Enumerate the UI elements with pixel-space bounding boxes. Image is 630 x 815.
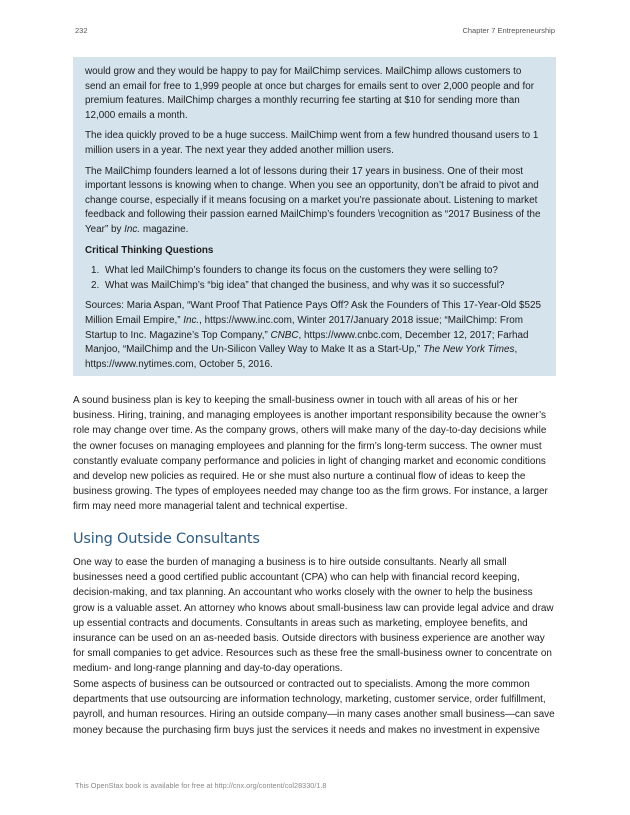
sources-citation: Sources: Maria Aspan, “Want Proof That Patience Pays Off? Ask the Founders of This 17-Year-Old $525 Million Email Empire,” Inc., https://www.inc.com, Winter 2017/January 2018 issue; “MailChimp: From Startup to Inc. Magazine’s Top Company,” CNBC, https://www.cnbc.com, December 12, 2017; Farhad Manjoo, “MailChimp and the Un-Silicon Valley Way to Make It as a Start-Up,” The New York Times, https://www.nytimes.com, October 5, 2016. <box>85 300 541 370</box>
body-paragraph-3: Some aspects of business can be outsourced or contracted out to specialists. Among the more common departments that use outsourcing are information technology, marketing, customer service, order fulfillment, payroll, and human resources. Hiring an outside company—in many cases another small business—can save money because the purchasing firm buys just the services it needs and makes no investment in expensive <box>73 679 555 736</box>
section-heading: Using Outside Consultants <box>73 531 260 547</box>
critical-thinking-list <box>85 264 544 293</box>
footer-note: This OpenStax book is available for free at http://cnx.org/content/col28330/1.8 <box>75 781 327 790</box>
chapter-title: Chapter 7 Entrepreneurship <box>462 26 555 35</box>
body-paragraph-1: A sound business plan is key to keeping the small-business owner in touch with all areas of his or her business. Hiring, training, and managing employees is another important responsibility because the owner’s role may change over time. As the company grows, others will make many of the day-to-day decisions while the owner focuses on managing employees and planning for the firm’s long-term success. The owner must constantly evaluate company performance and policies in light of changing market and economic conditions and develop new policies as required. He or she must also nurture a continual flow of ideas to keep the business growing. The types of employees needed may change too as the firm grows. For instance, a larger firm may need more managerial talent and technical expertise. <box>73 395 548 513</box>
case-paragraph-3: The MailChimp founders learned a lot of lessons during their 17 years in business. One of their most important lessons is knowing when to change. When you see an opportunity, don’t be afraid to pivot and change course, especially if it means focusing on a market you’re passionate about. Listening to market feedback and following their passion earned MailChimp’s founders \recognition as “2017 Business of the Year” by Inc. magazine. <box>85 165 541 235</box>
case-paragraph-2: The idea quickly proved to be a huge success. MailChimp went from a few hundred thousand users to 1 million users in a year. The next year they added another million users. <box>85 130 539 156</box>
running-header <box>75 26 555 38</box>
question-item: 1. What led MailChimp’s founders to change its focus on the customers they were selling to? <box>91 265 498 277</box>
page-number: 232 <box>75 26 88 35</box>
body-paragraph-2: One way to ease the burden of managing a business is to hire outside consultants. Nearly all small businesses need a good certified public accountant (CPA) who can help with financial record keeping, decision-making, and tax planning. An accountant who works closely with the owner to help the business grow is a valuable asset. An attorney who knows about small-business law can provide legal advice and draw up essential contracts and documents. Consultants in areas such as marketing, employee benefits, and insurance can be used on an as-needed basis. Outside directors with business experience are another way for small companies to get advice. Resources such as these free the small-business owner to concentrate on medium- and long-range planning and day-to-day operations. <box>73 557 554 675</box>
question-item: 2. What was MailChimp’s “big idea” that changed the business, and why was it so successful? <box>91 279 505 291</box>
case-study-box <box>73 57 556 376</box>
case-paragraph-1: would grow and they would be happy to pay for MailChimp services. MailChimp allows customers to send an email for free to 1,999 people at once but charges for emails sent to over 2,000 people and for premium features. MailChimp charges a monthly recurring fee starting at $10 for sending more than 12,000 emails a month. <box>85 66 535 121</box>
critical-thinking-heading: Critical Thinking Questions <box>85 244 214 256</box>
